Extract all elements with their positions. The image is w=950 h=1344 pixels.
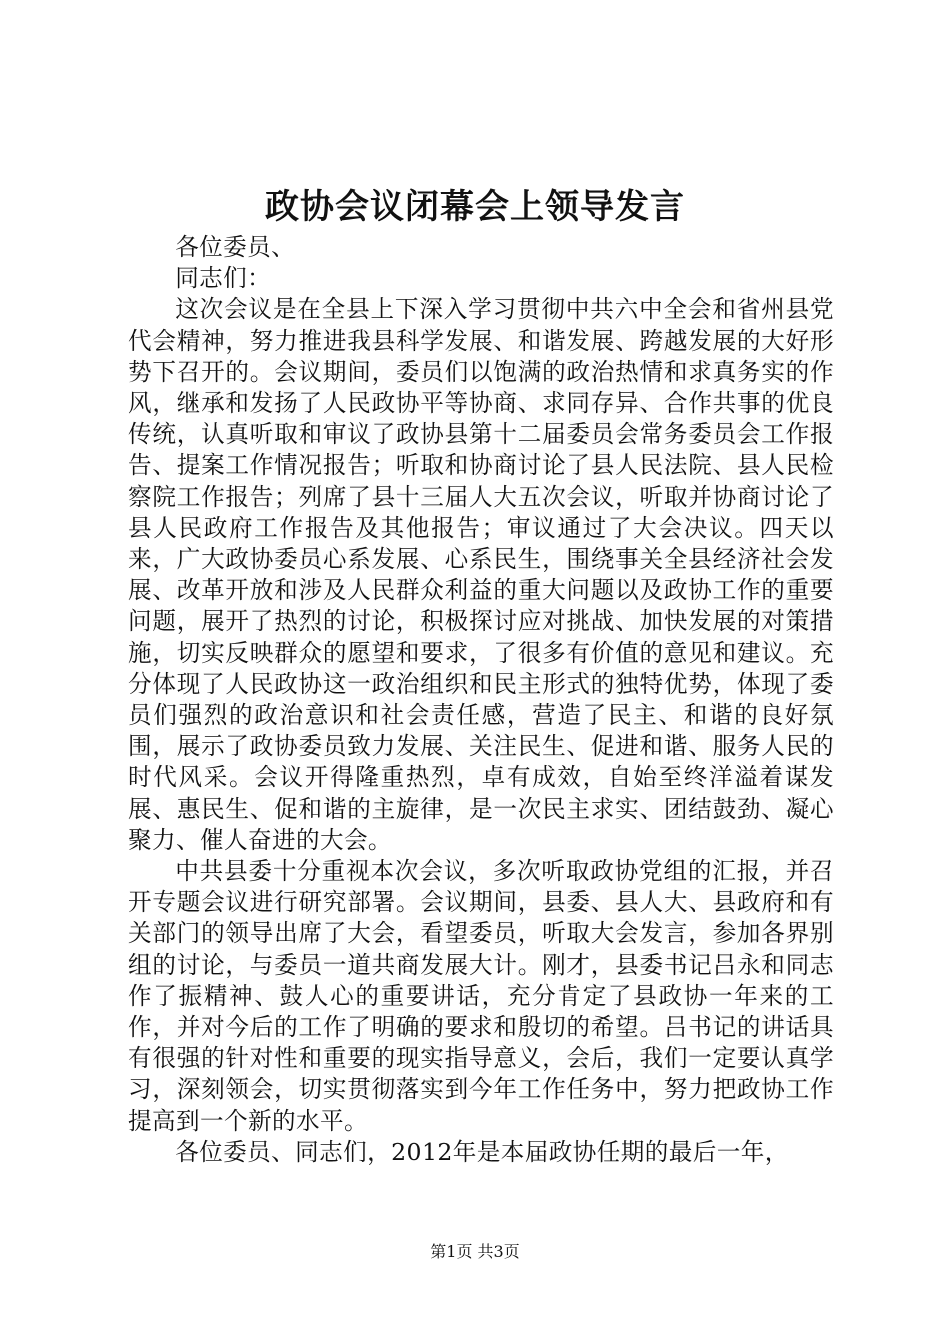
body-paragraph: 这次会议是在全县上下深入学习贯彻中共六中全会和省州县党代会精神，努力推进我县科学发展、和谐发展、跨越发展的大好形势下召开的。会议期间，委员们以饱满的政治热情和求真务实的作风，继承和发扬了人民政协平等协商、求同存异、合作共事的优良传统，认真听取和审议了政协县第十二届委员会常务委员会工作报告、提案工作情况报告；听取和协商讨论了县人民法院、县人民检察院工作报告；列席了县十三届人大五次会议，听取并协商讨论了县人民政府工作报告及其他报告；审议通过了大会决议。四天以来，广大政协委员心系发展、心系民生，围绕事关全县经济社会发展、改革开放和涉及人民群众利益的重大问题以及政协工作的重要问题，展开了热烈的讨论，积极探讨应对挑战、加快发展的对策措施，切实反映群众的愿望和要求，了很多有价值的意见和建议。充分体现了人民政协这一政治组织和民主形式的独特优势，体现了委员们强烈的政治意识和社会责任感，营造了民主、和谐的良好氛围，展示了政协委员致力发展、关注民生、促进和谐、服务人民的时代风采。会议开得隆重热烈，卓有成效，自始至终洋溢着谋发展、惠民生、促和谐的主旋律，是一次民主求实、团结鼓劲、凝心聚力、催人奋进的大会。 (128, 295, 834, 854)
salutation-line: 各位委员、 (175, 233, 296, 261)
body-paragraph: 各位委员、同志们，2012年是本届政协任期的最后一年， (175, 1137, 789, 1166)
body-paragraph: 中共县委十分重视本次会议，多次听取政协党组的汇报，并召开专题会议进行研究部署。会议期间，县委、县人大、县政府和有关部门的领导出席了大会，看望委员，听取大会发言，参加各界别组的讨论，与委员一道共商发展大计。刚才，县委书记吕永和同志作了振精神、鼓人心的重要讲话，充分肯定了县政协一年来的工作，并对今后的工作了明确的要求和殷切的希望。吕书记的讲话具有很强的针对性和重要的现实指导意义，会后，我们一定要认真学习，深刻领会，切实贯彻落实到今年工作任务中，努力把政协工作提高到一个新的水平。 (128, 857, 834, 1135)
document-body (128, 232, 834, 1168)
salutation-line: 同志们： (175, 264, 272, 293)
document-title: 政协会议闭幕会上领导发言 (265, 187, 685, 227)
page-number-footer: 第1页 共3页 (430, 1242, 520, 1261)
